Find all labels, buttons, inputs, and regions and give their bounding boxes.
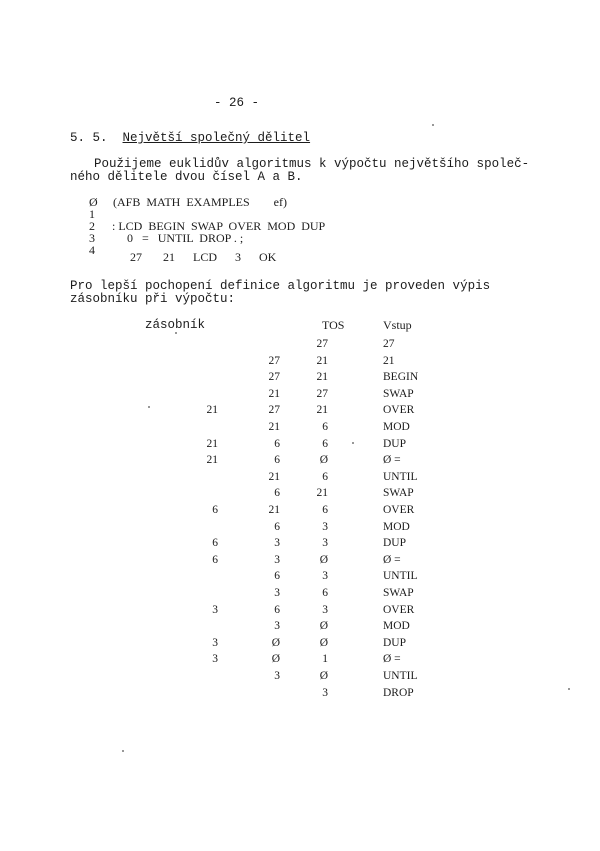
explain-line-2: zásobníku při výpočtu: xyxy=(70,292,236,306)
input-cell: OVER xyxy=(383,404,415,416)
page-number: - 26 - xyxy=(214,96,260,110)
scan-speck xyxy=(352,442,354,444)
stack-cell-1: 3 xyxy=(274,554,280,566)
header-tos: TOS xyxy=(322,318,345,332)
tos-cell: 3 xyxy=(322,687,328,699)
input-cell: 21 xyxy=(383,355,395,367)
code-line-text: : LCD BEGIN SWAP OVER MOD DUP xyxy=(112,219,326,233)
input-cell: UNTIL xyxy=(383,570,418,582)
input-cell: UNTIL xyxy=(383,670,418,682)
code-line-text: (AFB MATH EXAMPLES ef) xyxy=(113,195,287,209)
stack-cell-1: 6 xyxy=(274,521,280,533)
tos-cell: Ø xyxy=(319,554,328,566)
stack-cell-1: 21 xyxy=(268,471,280,483)
section-number: 5. 5. xyxy=(70,131,108,145)
stack-cell-1: 27 xyxy=(268,404,280,416)
stack-cell-1: 27 xyxy=(268,371,280,383)
input-cell: Ø = xyxy=(383,554,401,566)
input-cell: BEGIN xyxy=(383,371,419,383)
tos-cell: 27 xyxy=(316,388,328,400)
input-cell: 27 xyxy=(383,338,395,350)
scan-speck xyxy=(175,332,177,334)
code-line-number: 2 xyxy=(89,219,95,233)
stack-cell-1: 6 xyxy=(274,570,280,582)
stack-cell-1: 3 xyxy=(274,587,280,599)
stack-cell-1: Ø xyxy=(271,653,280,665)
tos-cell: 3 xyxy=(322,570,328,582)
tos-cell: 21 xyxy=(316,487,328,499)
header-stack: zásobník xyxy=(145,318,206,332)
stack-cell-1: 3 xyxy=(274,537,280,549)
tos-cell: 21 xyxy=(316,355,328,367)
input-cell: SWAP xyxy=(383,487,414,499)
tos-cell: 21 xyxy=(316,404,328,416)
input-cell: SWAP xyxy=(383,587,414,599)
input-cell: Ø = xyxy=(383,454,401,466)
scan-speck xyxy=(568,688,570,690)
tos-cell: Ø xyxy=(319,670,328,682)
code-line-number: Ø xyxy=(89,195,98,209)
stack-cell-1: Ø xyxy=(271,637,280,649)
stack-cell-1: 3 xyxy=(274,620,280,632)
intro-variables: A a B. xyxy=(257,170,303,184)
stack-cell-1: 21 xyxy=(268,388,280,400)
stack-cell-2: 6 xyxy=(212,537,218,549)
input-cell: DUP xyxy=(383,438,407,450)
code-line-number: 4 xyxy=(89,243,95,257)
tos-cell: 6 xyxy=(322,421,328,433)
code-line-number: 3 xyxy=(89,231,95,245)
scan-speck xyxy=(122,750,124,752)
input-cell: Ø = xyxy=(383,653,401,665)
intro-line-2-text: ného dělitele dvou čísel xyxy=(70,170,251,184)
tos-cell: 6 xyxy=(322,504,328,516)
stack-cell-2: 3 xyxy=(212,604,218,616)
input-cell: DUP xyxy=(383,637,407,649)
tos-cell: 21 xyxy=(316,371,328,383)
tos-cell: 1 xyxy=(322,653,328,665)
stack-cell-1: 21 xyxy=(268,504,280,516)
code-line-number: 1 xyxy=(89,207,95,221)
stack-cell-1: 21 xyxy=(268,421,280,433)
stack-cell-1: 6 xyxy=(274,487,280,499)
tos-cell: 3 xyxy=(322,604,328,616)
section-heading xyxy=(70,131,310,145)
input-cell: UNTIL xyxy=(383,471,418,483)
tos-cell: 6 xyxy=(322,438,328,450)
stack-cell-2: 21 xyxy=(206,438,218,450)
stack-cell-1: 6 xyxy=(274,438,280,450)
stack-cell-2: 6 xyxy=(212,554,218,566)
header-input: Vstup xyxy=(383,318,412,332)
stack-cell-2: 21 xyxy=(206,454,218,466)
scan-speck xyxy=(148,406,150,408)
stack-cell-2: 6 xyxy=(212,504,218,516)
section-title: Největší společný dělitel xyxy=(122,131,311,145)
input-cell: OVER xyxy=(383,504,415,516)
input-cell: DROP xyxy=(383,687,414,699)
stack-cell-2: 21 xyxy=(206,404,218,416)
stack-cell-2: 3 xyxy=(212,637,218,649)
tos-cell: Ø xyxy=(319,620,328,632)
input-cell: OVER xyxy=(383,604,415,616)
input-cell: SWAP xyxy=(383,388,414,400)
input-cell: MOD xyxy=(383,620,410,632)
run-line: 27 21 LCD 3 OK xyxy=(130,250,277,264)
tos-cell: 6 xyxy=(322,471,328,483)
stack-cell-1: 6 xyxy=(274,454,280,466)
tos-cell: 3 xyxy=(322,521,328,533)
intro-line-1: Použijeme euklidův algoritmus k výpočtu největšího společ- xyxy=(94,157,530,171)
intro-line-2 xyxy=(70,170,303,184)
tos-cell: Ø xyxy=(319,454,328,466)
explain-line-1: Pro lepší pochopení definice algoritmu je proveden výpis xyxy=(70,279,491,293)
input-cell: MOD xyxy=(383,521,410,533)
scan-speck xyxy=(432,124,434,126)
code-line-text: 0 = UNTIL DROP . ; xyxy=(112,231,244,245)
stack-cell-1: 6 xyxy=(274,604,280,616)
tos-cell: 27 xyxy=(316,338,328,350)
tos-cell: 3 xyxy=(322,537,328,549)
tos-cell: Ø xyxy=(319,637,328,649)
stack-cell-1: 3 xyxy=(274,670,280,682)
stack-cell-2: 3 xyxy=(212,653,218,665)
tos-cell: 6 xyxy=(322,587,328,599)
stack-cell-1: 27 xyxy=(268,355,280,367)
input-cell: MOD xyxy=(383,421,410,433)
input-cell: DUP xyxy=(383,537,407,549)
